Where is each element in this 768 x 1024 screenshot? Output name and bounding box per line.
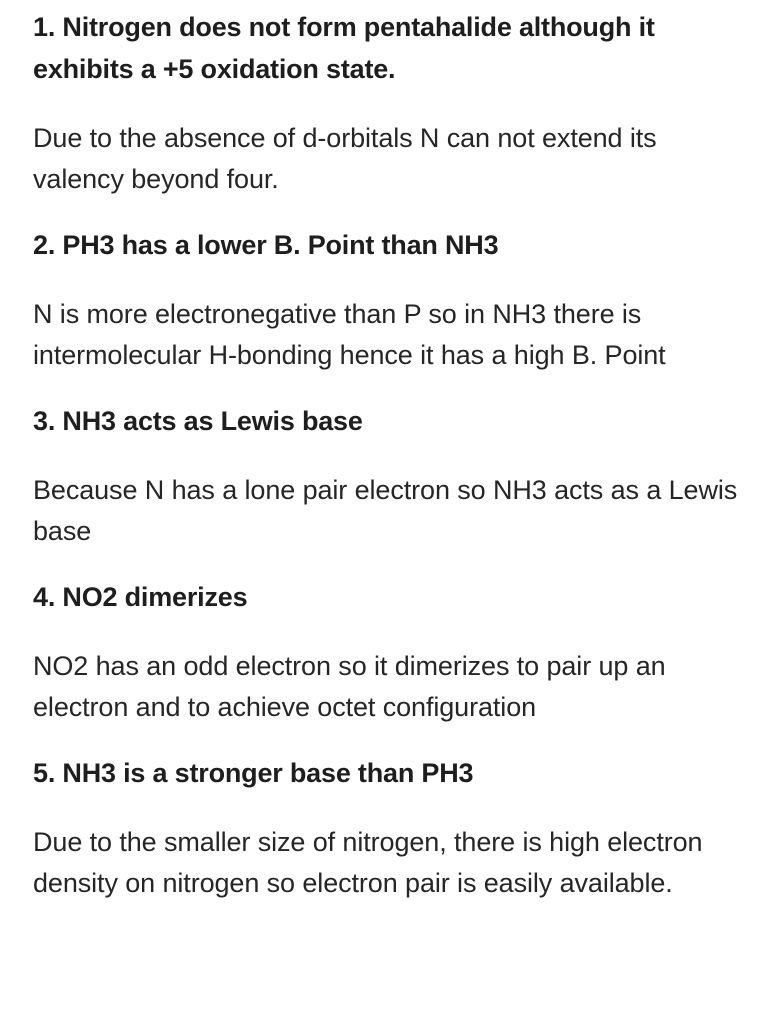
answer-text: NO2 has an odd electron so it dimerizes to pair up an electron and to achieve octet configuration bbox=[33, 651, 666, 722]
question-item-3 bbox=[33, 400, 740, 552]
question-item-4 bbox=[33, 576, 740, 728]
answer-text: N is more electronegative than P so in NH3 there is intermolecular H-bonding hence it has a high B. Point bbox=[33, 299, 666, 370]
question-item-5 bbox=[33, 752, 740, 904]
answer-text: Due to the smaller size of nitrogen, there is high electron density on nitrogen so electron pair is easily available. bbox=[33, 827, 703, 898]
answer-text: Because N has a lone pair electron so NH3 acts as a Lewis base bbox=[33, 475, 738, 546]
question-heading: 5. NH3 is a stronger base than PH3 bbox=[33, 758, 474, 788]
question-heading: 3. NH3 acts as Lewis base bbox=[33, 406, 363, 436]
question-heading: 1. Nitrogen does not form pentahalide although it exhibits a +5 oxidation state. bbox=[33, 12, 655, 84]
question-heading: 4. NO2 dimerizes bbox=[33, 582, 248, 612]
answer-text: Due to the absence of d-orbitals N can not extend its valency beyond four. bbox=[33, 123, 657, 194]
question-heading: 2. PH3 has a lower B. Point than NH3 bbox=[33, 230, 499, 260]
question-item-2 bbox=[33, 224, 740, 376]
question-item-1 bbox=[33, 6, 740, 200]
